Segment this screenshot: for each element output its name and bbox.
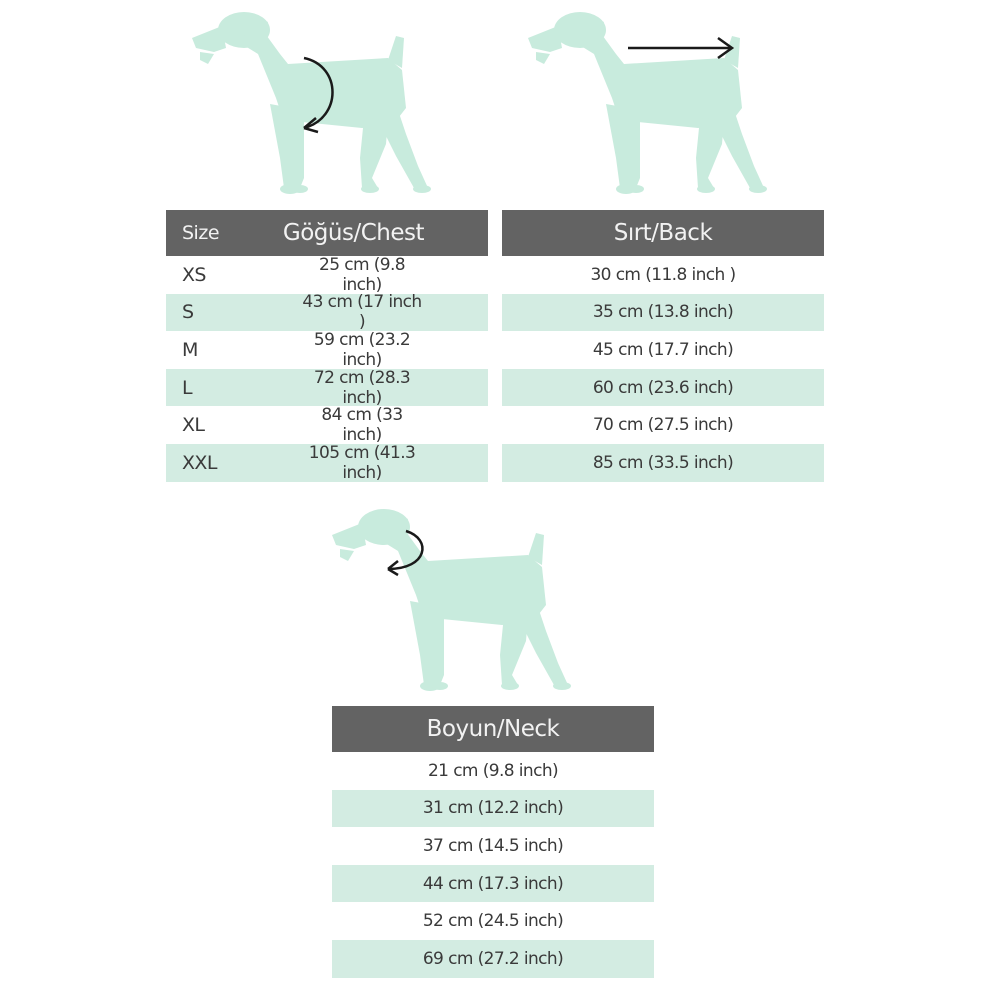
back-cell: 30 cm (11.8 inch )	[590, 264, 736, 285]
back-cell: 70 cm (27.5 inch)	[592, 415, 734, 436]
chest-cell: 105 cm (41.3 inch)	[308, 442, 416, 483]
back-cell: 45 cm (17.7 inch)	[592, 339, 734, 360]
neck-size-table	[332, 706, 654, 978]
size-cell: XS	[182, 263, 206, 286]
chest-cell: 84 cm (33 inch)	[321, 405, 403, 446]
chest-column-header: Göğüs/Chest	[282, 220, 424, 246]
table-row	[502, 294, 824, 332]
table-row	[502, 369, 824, 407]
size-cell: S	[182, 301, 194, 324]
neck-cell: 69 cm (27.2 inch)	[422, 948, 564, 969]
dog-silhouette-neck-icon	[332, 505, 572, 695]
neck-cell: 52 cm (24.5 inch)	[422, 911, 564, 932]
size-cell: M	[182, 338, 198, 361]
chest-cell: 43 cm (17 inch )	[302, 292, 422, 333]
chest-cell: 72 cm (28.3 inch)	[313, 367, 411, 408]
dog-silhouette-back-icon	[528, 8, 768, 198]
table-row	[332, 902, 654, 940]
size-cell: XL	[182, 414, 205, 437]
dog-silhouette-chest-icon	[192, 8, 432, 198]
table-row	[166, 331, 488, 369]
table-row	[166, 444, 488, 482]
chest-size-table	[166, 210, 488, 482]
table-row	[166, 294, 488, 332]
table-row	[166, 406, 488, 444]
back-column-header: Sırt/Back	[613, 220, 713, 246]
chest-table-header	[166, 210, 488, 256]
size-column-header: Size	[182, 222, 220, 244]
size-cell: L	[182, 376, 192, 399]
neck-column-header: Boyun/Neck	[426, 716, 560, 742]
table-row	[166, 369, 488, 407]
table-row	[332, 865, 654, 903]
back-size-table	[502, 210, 824, 482]
table-row	[332, 940, 654, 978]
table-row	[502, 256, 824, 294]
table-row	[502, 331, 824, 369]
neck-cell: 44 cm (17.3 inch)	[422, 873, 564, 894]
neck-cell: 37 cm (14.5 inch)	[422, 835, 564, 856]
chest-cell: 59 cm (23.2 inch)	[313, 329, 411, 370]
chest-cell: 25 cm (9.8 inch)	[318, 254, 405, 295]
table-row	[166, 256, 488, 294]
table-row	[332, 752, 654, 790]
neck-table-header	[332, 706, 654, 752]
back-cell: 60 cm (23.6 inch)	[592, 377, 734, 398]
table-row	[502, 406, 824, 444]
neck-cell: 21 cm (9.8 inch)	[427, 760, 559, 781]
back-cell: 35 cm (13.8 inch)	[592, 302, 734, 323]
back-cell: 85 cm (33.5 inch)	[592, 452, 734, 473]
table-row	[332, 827, 654, 865]
size-cell: XXL	[182, 451, 217, 474]
neck-cell: 31 cm (12.2 inch)	[422, 798, 564, 819]
table-row	[332, 790, 654, 828]
back-table-header	[502, 210, 824, 256]
table-row	[502, 444, 824, 482]
